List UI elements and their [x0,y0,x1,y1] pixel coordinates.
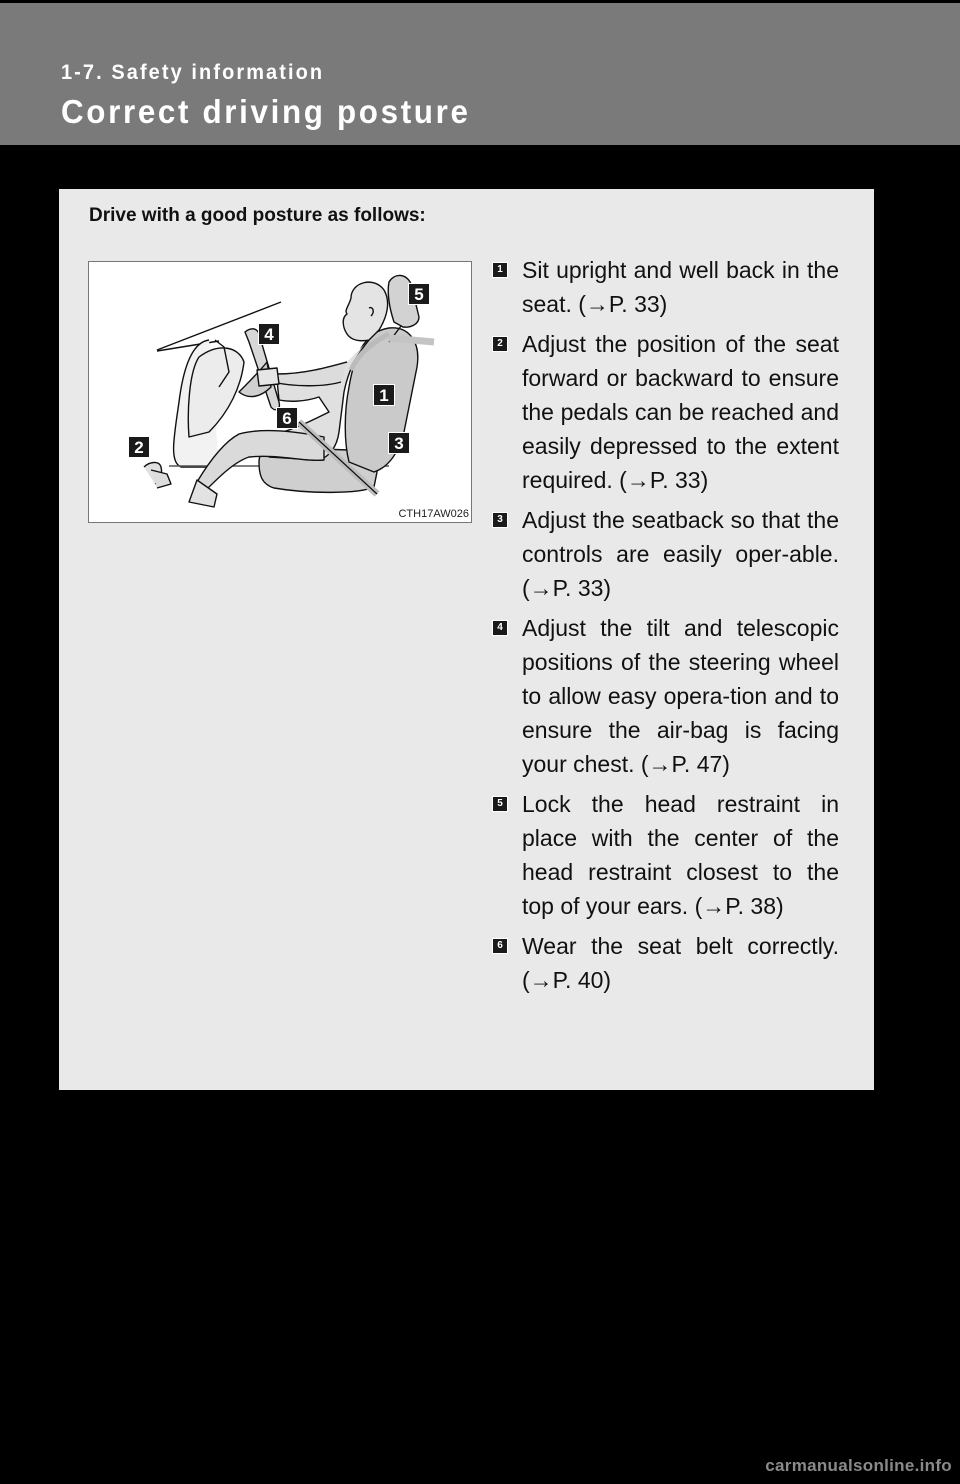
step-number-badge: 5 [493,797,507,811]
step-number-badge: 1 [493,263,507,277]
step-number-badge: 2 [493,337,507,351]
callout-6: 6 [276,407,298,429]
posture-steps-list [492,253,839,1003]
site-watermark: carmanualsonline.info [765,1456,952,1475]
step-item-5 [492,787,839,923]
step-item-6 [492,929,839,997]
step-text: Wear the seat belt correctly. (→P. 40) [522,933,839,993]
callout-4: 4 [258,323,280,345]
page-title: Correct driving posture [61,93,471,130]
callout-2: 2 [128,436,150,458]
content-box [59,189,874,1090]
step-text: Sit upright and well back in the seat. (→P. 33) [522,257,839,317]
step-number-badge: 6 [493,939,507,953]
driving-posture-illustration [88,261,472,523]
figure-code: CTH17AW026 [398,508,469,520]
step-item-2 [492,327,839,497]
step-text: Lock the head restraint in place with the center of the head restraint closest to the top of your ears. (→P. 38) [522,791,839,919]
step-item-4 [492,611,839,781]
step-number-badge: 3 [493,513,507,527]
intro-text: Drive with a good posture as follows: [89,205,426,226]
page-header [0,3,960,145]
step-text: Adjust the tilt and telescopic positions of the steering wheel to allow easy opera-tion and to ensure the air-bag is facing your chest. (→P. 47) [522,615,839,777]
step-text: Adjust the position of the seat forward or backward to ensure the pedals can be reached and easily depressed to the extent required. (→P. 33) [522,331,839,493]
step-text: Adjust the seatback so that the controls are easily oper-able. (→P. 33) [522,507,839,601]
callout-5: 5 [408,283,430,305]
callout-1: 1 [373,384,395,406]
section-label: 1-7. Safety information [61,61,325,84]
step-item-3 [492,503,839,605]
callout-3: 3 [388,432,410,454]
step-item-1 [492,253,839,321]
step-number-badge: 4 [493,621,507,635]
